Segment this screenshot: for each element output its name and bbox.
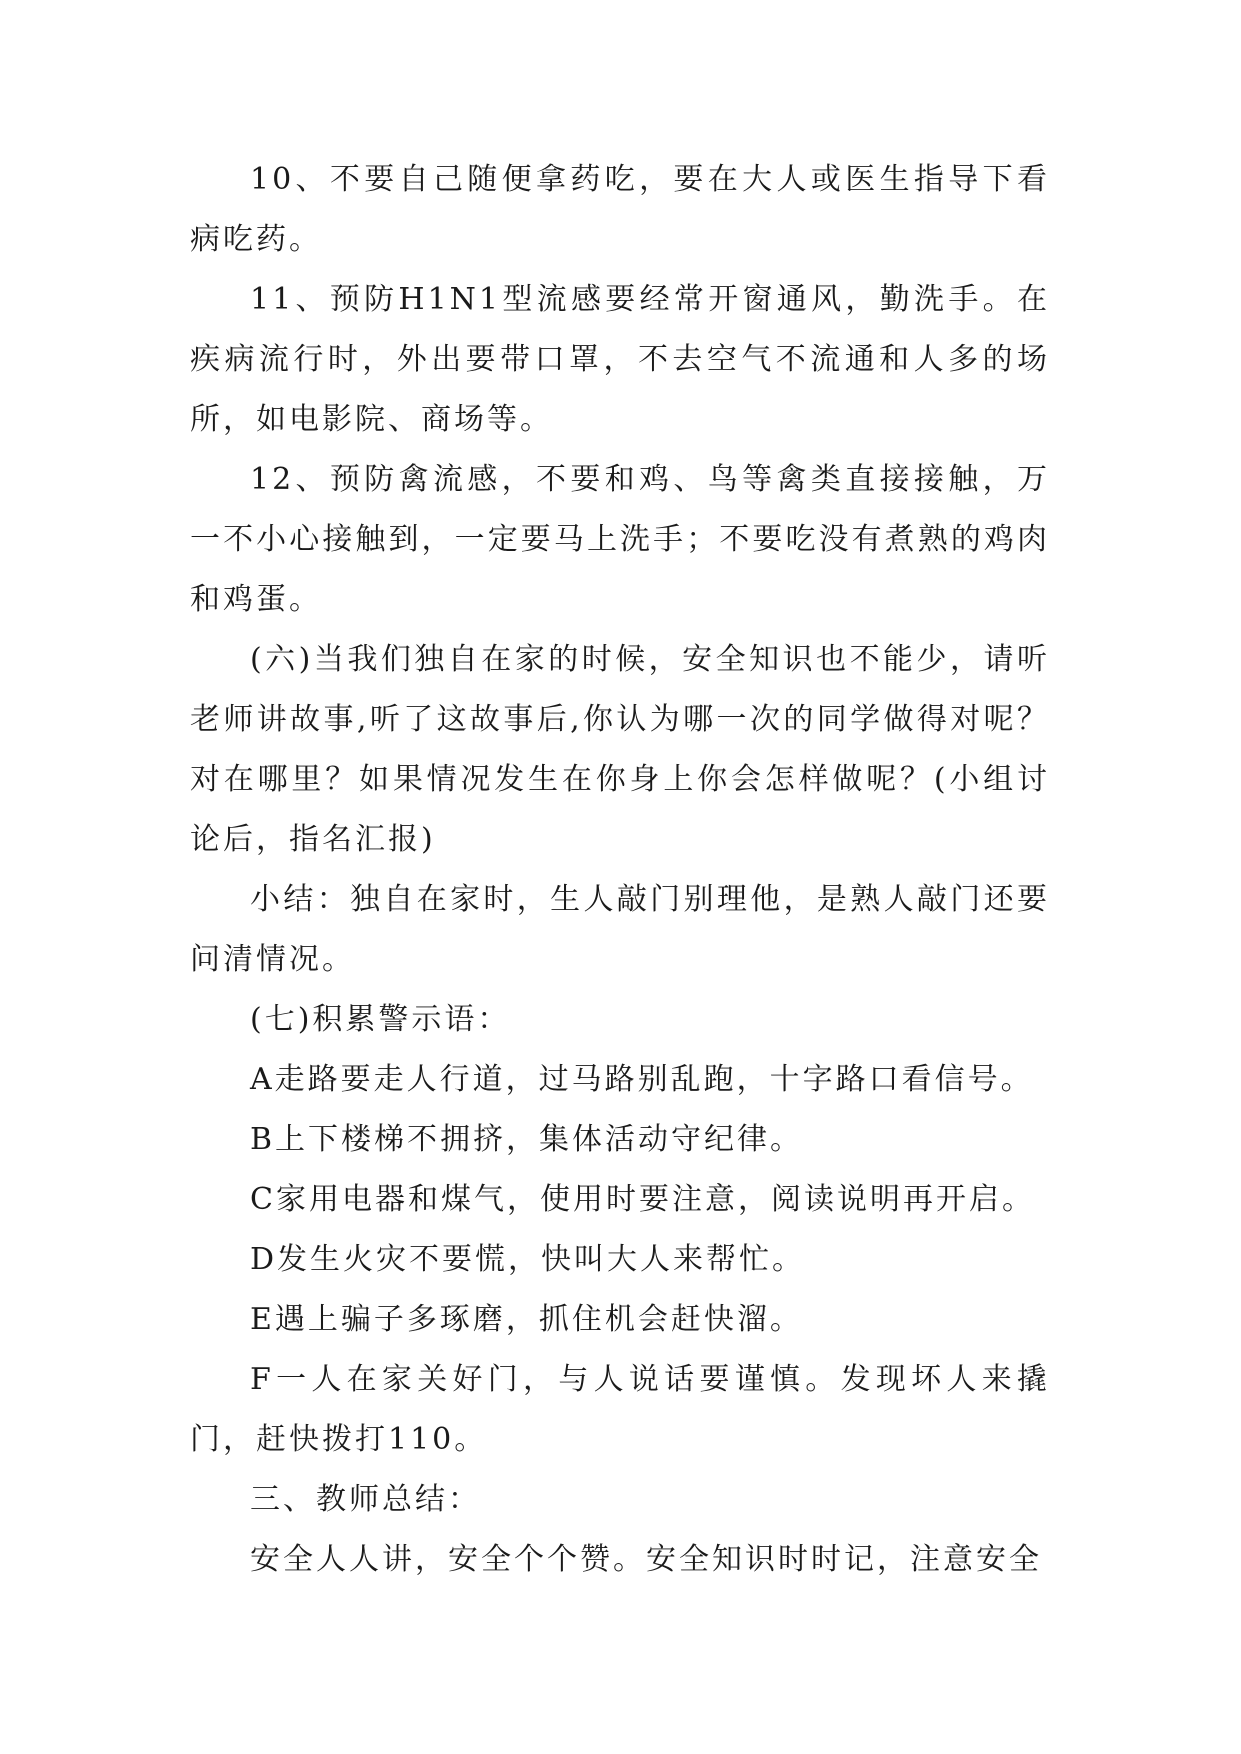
slogan-e: E遇上骗子多琢磨，抓住机会赶快溜。	[250, 1302, 803, 1337]
document-body	[190, 150, 1050, 1590]
slogan-a: A走路要走人行道，过马路别乱跑，十字路口看信号。	[250, 1062, 1034, 1097]
slogan-f: F一人在家关好门，与人说话要谨慎。发现坏人来撬门，赶快拨打110。	[190, 1362, 1050, 1457]
section-3-heading: 三、教师总结：	[250, 1482, 481, 1517]
teacher-summary-text: 安全人人讲，安全个个赞。安全知识时时记，注意安全	[250, 1542, 1042, 1577]
slogan-c: C家用电器和煤气，使用时要注意，阅读说明再开启。	[250, 1182, 1035, 1217]
paragraph-item-10-medicine: 10、不要自己随便拿药吃，要在大人或医生指导下看病吃药。	[190, 162, 1050, 257]
slogan-b: B上下楼梯不拥挤，集体活动守纪律。	[250, 1122, 804, 1157]
paragraph-item-11-h1n1: 11、预防H1N1型流感要经常开窗通风，勤洗手。在疾病流行时，外出要带口罩，不去空气不流通和人多的场所，如电影院、商场等。	[190, 282, 1050, 437]
paragraph-item-12-bird-flu: 12、预防禽流感，不要和鸡、鸟等禽类直接接触，万一不小心接触到，一定要马上洗手；不要吃没有煮熟的鸡肉和鸡蛋。	[190, 462, 1050, 617]
paragraph-section-7-heading: (七)积累警示语：	[250, 1002, 511, 1037]
paragraph-summary: 小结：独自在家时，生人敲门别理他，是熟人敲门还要问清情况。	[190, 882, 1050, 977]
paragraph-section-6-home-alone: (六)当我们独自在家的时候，安全知识也不能少，请听老师讲故事,听了这故事后,你认为哪一次的同学做得对呢？对在哪里？如果情况发生在你身上你会怎样做呢？(小组讨论后，指名汇报)	[190, 642, 1050, 857]
slogan-d: D发生火灾不要慌，快叫大人来帮忙。	[250, 1242, 806, 1277]
